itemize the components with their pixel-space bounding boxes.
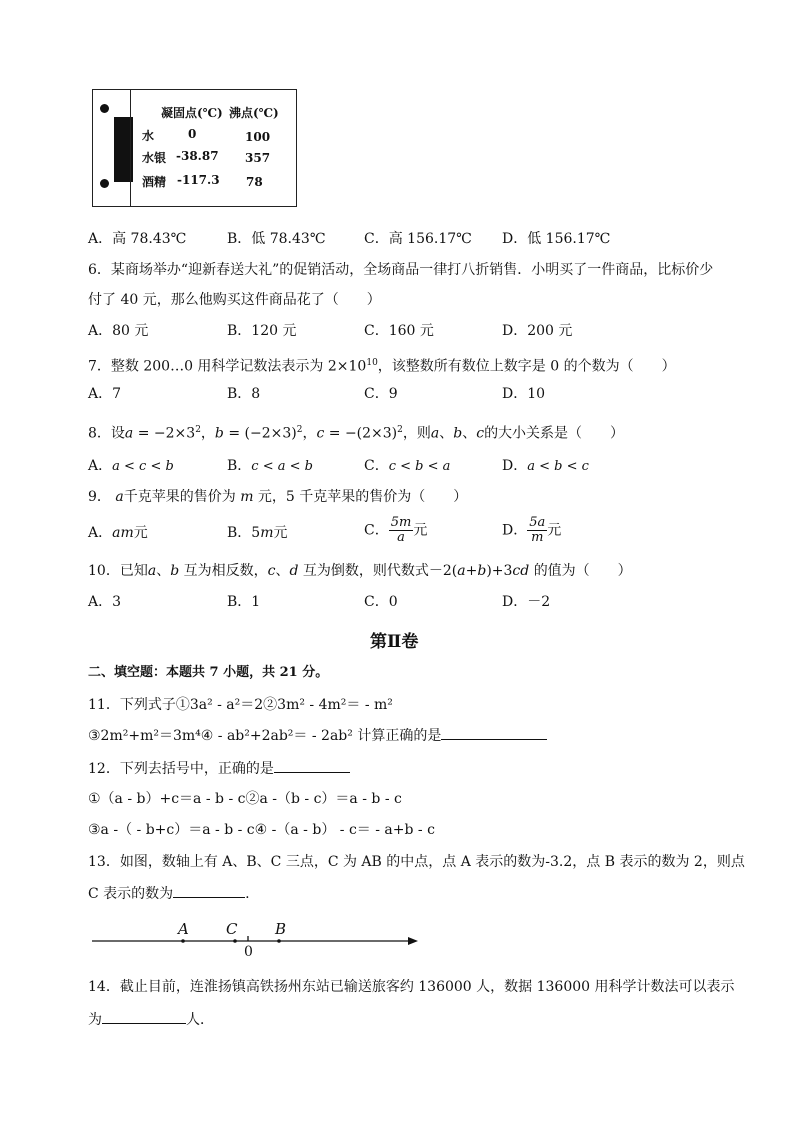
q12-line3: ③a -（ - b+c）＝a - b - c④ -（a - b） - c＝ - a+b - c xyxy=(88,822,435,838)
q14-line2: 为 人． xyxy=(88,1009,214,1030)
q8-option-c: C．c < b < a xyxy=(364,458,451,474)
q8-question: 8．设$a = -2\times 3^2$，$b = (-2\times 3)^2$，$c = -(2\times 3)^2$，则a、b、c的大小关系是（ ） xyxy=(88,425,625,442)
label-c: C xyxy=(226,920,238,938)
q10-option-d: D．－2 xyxy=(502,594,551,610)
q13-answer-blank xyxy=(173,883,245,898)
q7-question xyxy=(88,353,676,377)
q10-option-c: C．0 xyxy=(364,594,398,610)
q5-option-b: B．低 78.43℃ xyxy=(227,231,326,247)
q6-option-c: C．160 元 xyxy=(364,323,434,339)
q6-option-b: B．120 元 xyxy=(227,323,297,339)
q11-answer-blank xyxy=(441,725,547,740)
q8-option-a: A．a < c < b xyxy=(88,458,174,474)
q10-question: 10．已知a、b 互为相反数，c、d 互为倒数，则代数式－2(a+b)+3cd 的值为（ ） xyxy=(88,563,632,579)
q7-pre: 7．整数 200…0 用科学记数法表示为 2×10 xyxy=(88,358,367,375)
q12-line2: ①（a - b）+c＝a - b - c②a -（b - c）＝a - b - c xyxy=(88,791,402,807)
point-c-mark xyxy=(233,939,237,943)
label-a: A xyxy=(178,920,189,938)
q5-option-d: D．低 156.17℃ xyxy=(502,231,611,247)
section-title: 第Ⅱ卷 xyxy=(370,632,419,652)
fraction-5a-over-m: $\frac{5a}{m}$ xyxy=(529,515,546,545)
q10-option-a: A．3 xyxy=(88,594,122,610)
q7-option-b: B．8 xyxy=(227,386,261,402)
q7-option-a: A．7 xyxy=(88,386,122,402)
q13-line1: 13．如图，数轴上有 A、B、C 三点，C 为 AB 的中点，点 A 表示的数为-3.2，点 B 表示的数为 2，则点 xyxy=(88,854,745,870)
q12-line1: 12．下列去括号中，正确的是 xyxy=(88,758,350,779)
row-boil: 78 xyxy=(246,175,263,189)
point-b-mark xyxy=(277,939,281,943)
q6-option-a: A．80 元 xyxy=(88,323,149,339)
point-a-mark xyxy=(181,939,185,943)
q9-option-c: C． $\frac{5m}{a}$ 元 xyxy=(364,515,428,545)
row-name: 水银 xyxy=(142,151,167,165)
q14-answer-blank xyxy=(102,1009,186,1024)
number-line xyxy=(90,920,422,962)
part2-heading: 二、填空题：本题共 7 小题，共 21 分。 xyxy=(88,665,329,680)
row-freeze: -38.87 xyxy=(176,149,219,163)
q7-exp: 10 xyxy=(366,358,378,368)
label-b: B xyxy=(275,920,287,938)
q5-option-c: C．高 156.17℃ xyxy=(364,231,472,247)
row-name: 水 xyxy=(142,129,155,143)
q9-question: 9． a千克苹果的售价为 m 元，5 千克苹果的售价为（ ） xyxy=(88,489,468,505)
q9-option-a: A．am元 xyxy=(88,525,148,541)
q9-option-d: D． $\frac{5a}{m}$ 元 xyxy=(502,515,562,545)
q10-option-b: B．1 xyxy=(227,594,261,610)
q11-line2: ③2m²+m²＝3m⁴④ - ab²+2ab²＝ - 2ab² 计算正确的是 xyxy=(88,725,547,746)
q11-line1: 11．下列式子①3a² - a²＝2②3m² - 4m²＝ - m² xyxy=(88,697,393,713)
fraction-5m-over-a: $\frac{5m}{a}$ xyxy=(390,515,412,545)
header-boil: 沸点(℃) xyxy=(229,106,279,120)
q6-line1: 6．某商场举办“迎新春送大礼”的促销活动，全场商品一律打八折销售．小明买了一件商品，比标价少 xyxy=(88,262,714,278)
q13-line2: C 表示的数为 . xyxy=(88,883,250,904)
number-line-arrow xyxy=(408,937,418,945)
q5-option-a: A．高 78.43℃ xyxy=(88,231,187,247)
row-freeze: -117.3 xyxy=(177,173,220,187)
substance-table xyxy=(92,89,297,207)
q9-option-b: B．5m元 xyxy=(227,525,288,541)
thermometer-top-dot xyxy=(100,104,109,113)
q8-option-d: D．a < b < c xyxy=(502,458,589,474)
q7-option-d: D．10 xyxy=(502,386,546,402)
header-freeze: 凝固点(℃) xyxy=(161,106,223,120)
row-boil: 100 xyxy=(245,130,271,144)
q6-option-d: D．200 元 xyxy=(502,323,573,339)
row-boil: 357 xyxy=(245,151,271,165)
table-divider xyxy=(130,90,131,206)
q6-line2: 付了 40 元，那么他购买这件商品花了（ ） xyxy=(88,292,381,308)
label-zero: 0 xyxy=(244,944,253,960)
q7-post: ，该整数所有数位上数字是 0 的个数为（ ） xyxy=(377,358,676,375)
q8-option-b: B．c < a < b xyxy=(227,458,313,474)
q14-line1: 14．截止目前，连淮扬镇高铁扬州东站已输送旅客约 136000 人，数据 136000 用科学计数法可以表示 xyxy=(88,979,735,995)
row-name: 酒精 xyxy=(142,175,167,189)
q7-option-c: C．9 xyxy=(364,386,398,402)
thermometer-bottom-dot xyxy=(100,179,109,188)
row-freeze: 0 xyxy=(188,127,197,141)
q12-answer-blank xyxy=(274,758,350,773)
